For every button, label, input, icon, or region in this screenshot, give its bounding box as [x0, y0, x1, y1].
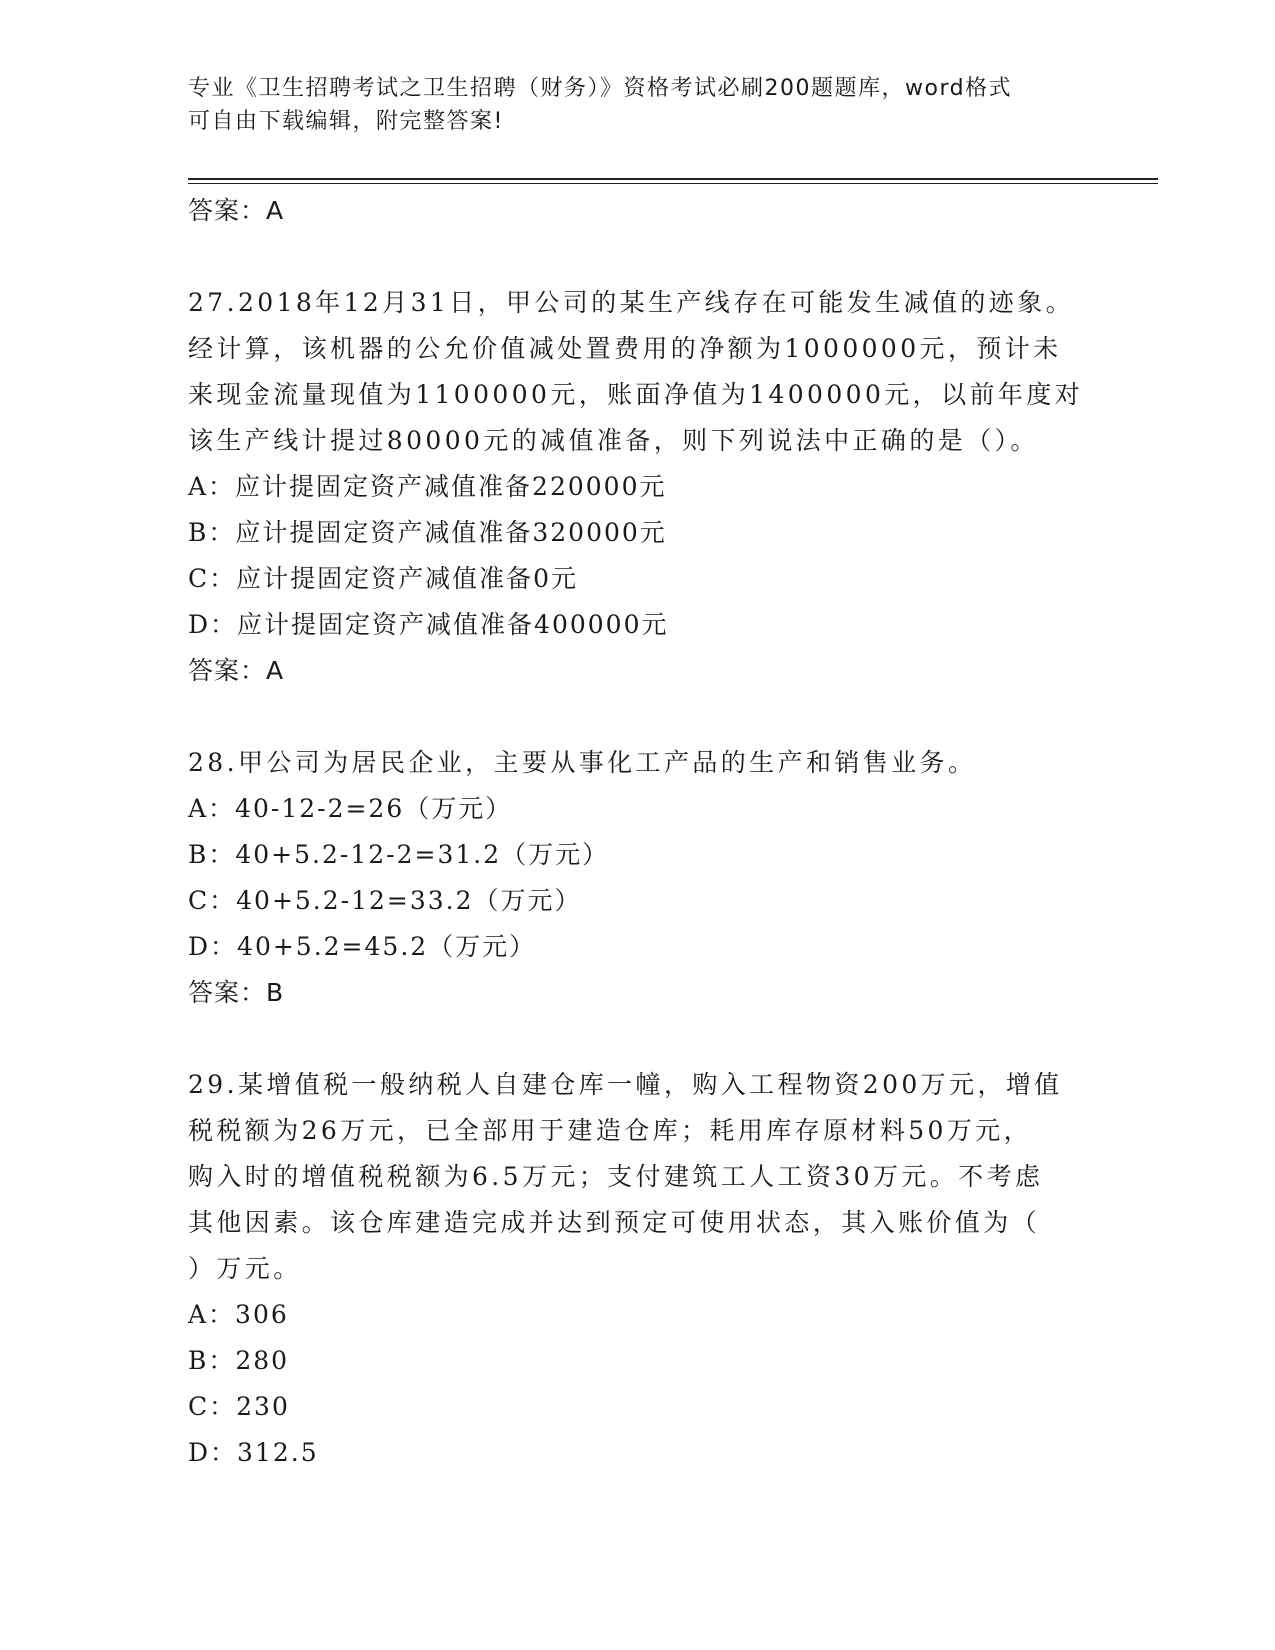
option-a: A：40-12-2=26（万元） [188, 794, 513, 823]
option-b: B：应计提固定资产减值准备320000元 [188, 518, 667, 547]
header-line-1: 专业《卫生招聘考试之卫生招聘（财务）》资格考试必刷200题题库，word格式 [188, 76, 1013, 101]
question-text-line: 27.2018年12月31日，甲公司的某生产线存在可能发生减值的迹象。 [188, 288, 1075, 317]
question-text-line: 28.甲公司为居民企业，主要从事化工产品的生产和销售业务。 [188, 748, 977, 777]
question-28 [188, 740, 1088, 1016]
question-27 [188, 280, 1088, 694]
question-text-line: 该生产线计提过80000元的减值准备，则下列说法中正确的是（）。 [188, 426, 1039, 455]
question-text-line: 其他因素。该仓库建造完成并达到预定可使用状态，其入账价值为（ [188, 1208, 1041, 1237]
answer: 答案：A [188, 656, 285, 685]
question-text-line: ）万元。 [188, 1254, 302, 1283]
question-text-line: 经计算，该机器的公允价值减处置费用的净额为1000000元，预计未 [188, 334, 1062, 363]
option-d: D：312.5 [188, 1438, 319, 1467]
option-d: D：应计提固定资产减值准备400000元 [188, 610, 669, 639]
question-text-line: 税税额为26万元，已全部用于建造仓库；耗用库存原材料50万元， [188, 1116, 1033, 1145]
option-c: C：应计提固定资产减值准备0元 [188, 564, 579, 593]
option-a: A：应计提固定资产减值准备220000元 [188, 472, 667, 501]
header-divider-thick [188, 178, 1158, 180]
spacer [188, 694, 1088, 740]
header-divider-thin [188, 183, 1158, 184]
question-text-line: 来现金流量现值为1100000元，账面净值为1400000元，以前年度对 [188, 380, 1084, 409]
option-c: C：40+5.2-12=33.2（万元） [188, 886, 582, 915]
document-body [188, 188, 1088, 1476]
option-b: B：280 [188, 1346, 290, 1375]
answer: 答案：B [188, 978, 285, 1007]
option-d: D：40+5.2=45.2（万元） [188, 932, 537, 961]
question-text-line: 购入时的增值税税额为6.5万元；支付建筑工人工资30万元。不考虑 [188, 1162, 1044, 1191]
document-header [188, 72, 1088, 138]
spacer [188, 234, 1088, 280]
previous-answer: 答案：A [188, 196, 285, 225]
option-c: C：230 [188, 1392, 290, 1421]
question-29 [188, 1062, 1088, 1476]
spacer [188, 1016, 1088, 1062]
option-b: B：40+5.2-12-2=31.2（万元） [188, 840, 610, 869]
option-a: A：306 [188, 1300, 289, 1329]
question-text-line: 29.某增值税一般纳税人自建仓库一幢，购入工程物资200万元，增值 [188, 1070, 1063, 1099]
header-line-2: 可自由下载编辑，附完整答案! [188, 109, 504, 134]
